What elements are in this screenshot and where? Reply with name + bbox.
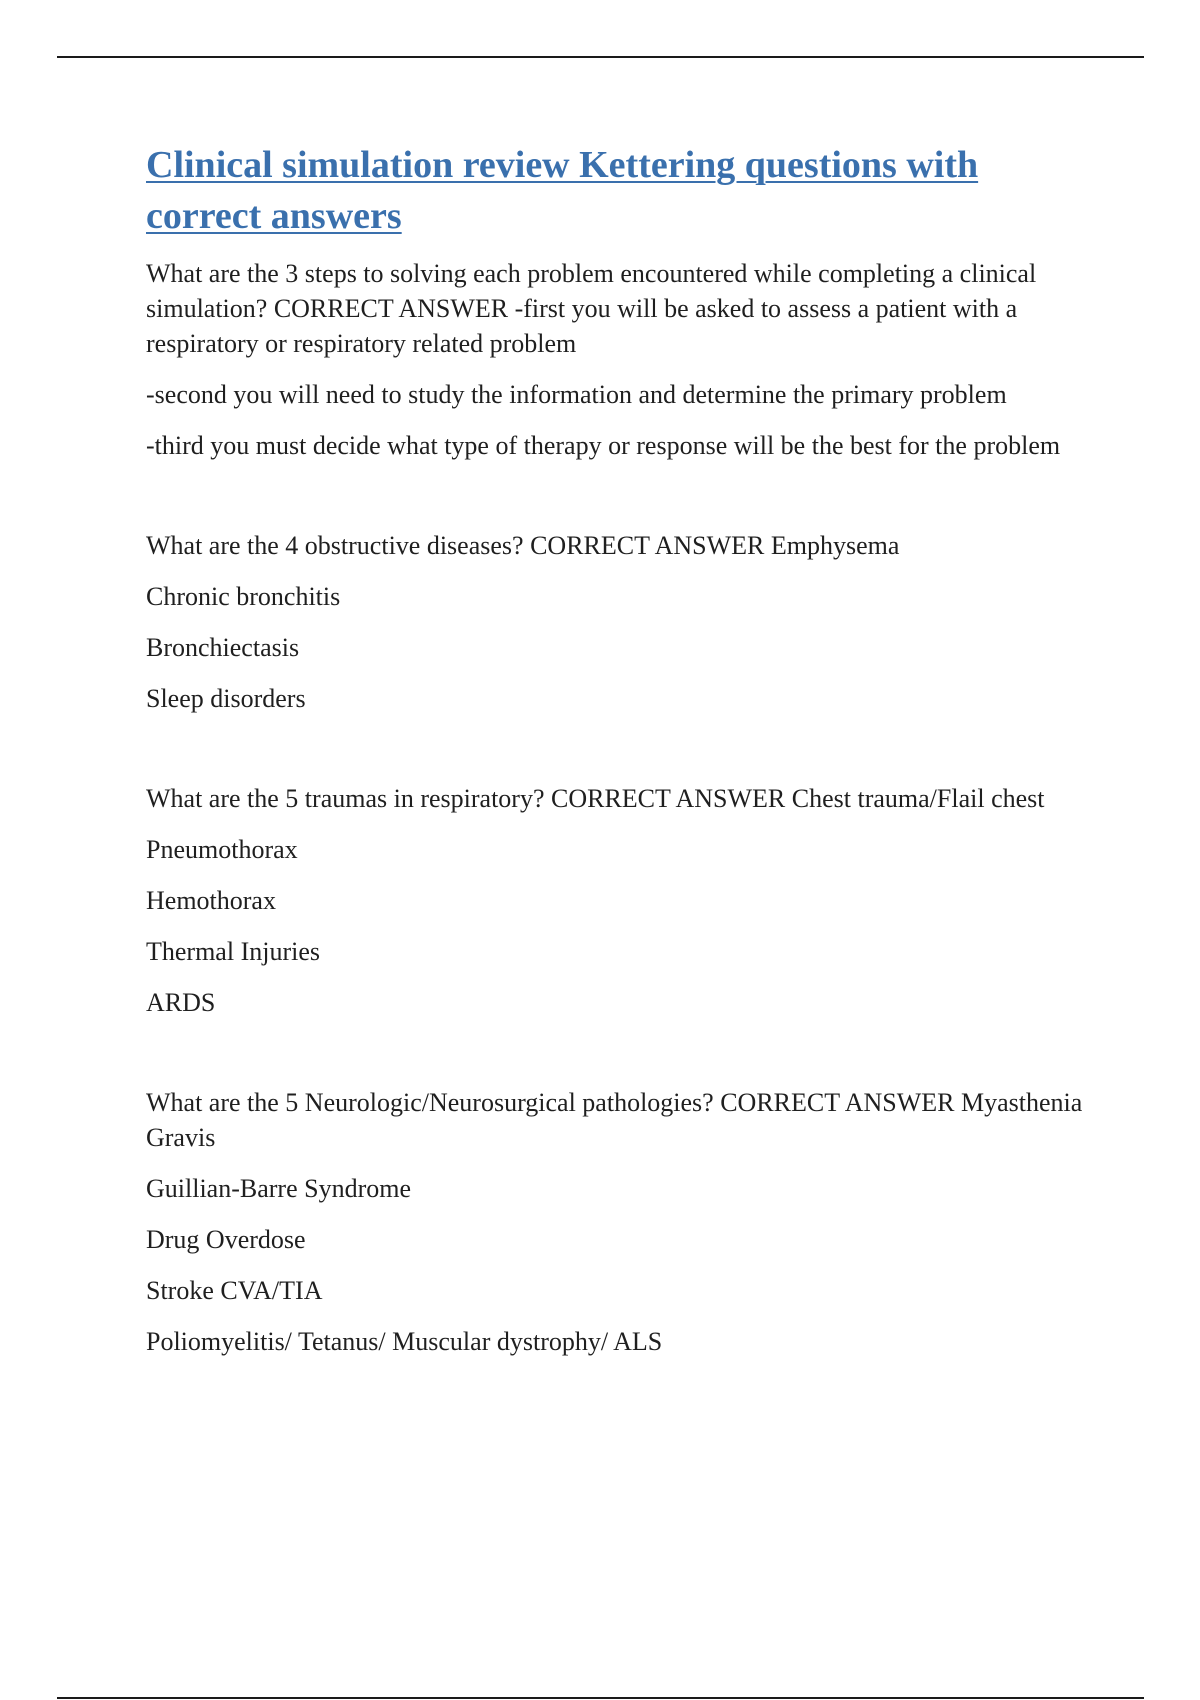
- answer-line: Poliomyelitis/ Tetanus/ Muscular dystrophy/ ALS: [146, 1327, 663, 1356]
- answer-line: Pneumothorax: [146, 835, 298, 864]
- qa-section-obstructive: [146, 528, 1096, 716]
- top-rule: [57, 56, 1144, 58]
- answer-line: -second you will need to study the information and determine the primary problem: [146, 380, 1007, 409]
- bottom-rule: [57, 1697, 1144, 1699]
- document-body: [146, 140, 1096, 1424]
- answer-line: Stroke CVA/TIA: [146, 1276, 323, 1305]
- answer-line: Hemothorax: [146, 886, 276, 915]
- question-line: What are the 4 obstructive diseases? CORRECT ANSWER Emphysema: [146, 531, 900, 560]
- qa-section-neurologic: [146, 1085, 1096, 1359]
- document-title[interactable]: Clinical simulation review Kettering questions with correct answers: [146, 144, 979, 237]
- answer-line: Drug Overdose: [146, 1225, 306, 1254]
- qa-section-steps: [146, 256, 1096, 463]
- answer-line: Sleep disorders: [146, 684, 306, 713]
- answer-line: Thermal Injuries: [146, 937, 320, 966]
- answer-line: Chronic bronchitis: [146, 582, 341, 611]
- answer-line: Bronchiectasis: [146, 633, 300, 662]
- answer-line: ARDS: [146, 988, 216, 1017]
- answer-line: -third you must decide what type of therapy or response will be the best for the problem: [146, 431, 1061, 460]
- question-line: What are the 5 Neurologic/Neurosurgical pathologies? CORRECT ANSWER Myasthenia Gravis: [146, 1088, 1083, 1152]
- answer-line: Guillian-Barre Syndrome: [146, 1174, 411, 1203]
- question-line: What are the 5 traumas in respiratory? CORRECT ANSWER Chest trauma/Flail chest: [146, 784, 1045, 813]
- question-line: What are the 3 steps to solving each problem encountered while completing a clinical simulation? CORRECT ANSWER -first you will be asked to assess a patient with a respiratory or respiratory related problem: [146, 259, 1037, 358]
- qa-section-traumas: [146, 781, 1096, 1020]
